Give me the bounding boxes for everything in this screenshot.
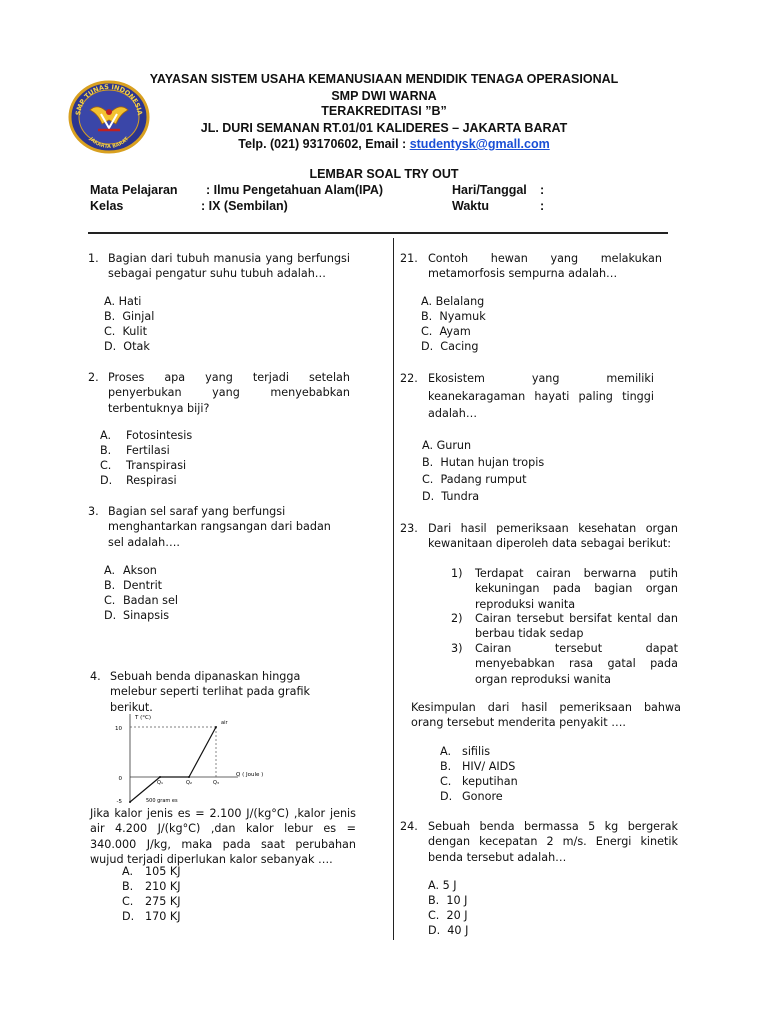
chart-x-label: Q ( Joule )	[236, 772, 264, 778]
sheet-title: LEMBAR SOAL TRY OUT	[309, 167, 459, 181]
question-stem: Sebuah benda bermassa 5 kg bergerak dengan kecepatan 2 m/s. Energi kinetik benda tersebut adalah…	[428, 820, 678, 864]
foundation-name: YAYASAN SISTEM USAHA KEMANUSIAAN MENDIDIK TENAGA OPERASIONAL	[149, 72, 619, 86]
q22-option-a[interactable]: A. Gurun	[422, 439, 472, 452]
question-4-continuation: Jika kalor jenis es = 2.100 J/(kg°C) ,kalor jenis air 4.200 J/(kg°C) ,dan kalor lebur es = 340.000 J/kg, maka pada saat perubahan wujud terjadi diperlukan kalor sebanyak ….	[90, 807, 356, 866]
q3-option-c[interactable]: C. Badan sel	[104, 594, 178, 607]
question-number: 4.	[90, 670, 101, 683]
chart-x-tick-q3: Q₃	[213, 780, 219, 786]
q4-option-b[interactable]: B. 210 KJ	[122, 880, 181, 893]
class-value: : IX (Sembilan)	[201, 199, 288, 213]
logo-top-text: SMP TUNAS INDONESIA	[74, 82, 144, 116]
q2-option-b[interactable]: B. Fertilasi	[100, 444, 170, 457]
q24-option-b[interactable]: B. 10 J	[428, 894, 468, 907]
school-address: JL. DURI SEMANAN RT.01/01 KALIDERES – JAKARTA BARAT	[200, 121, 568, 135]
chart-segment-3	[189, 727, 216, 777]
question-stem: Proses apa yang terjadi setelah penyerbukan yang menyebabkan terbentuknya biji?	[108, 371, 350, 415]
q23-conclusion: Kesimpulan dari hasil pemeriksaan bahwa orang tersebut menderita penyakit ….	[411, 701, 681, 730]
email-link[interactable]: studentysk@gmall.com	[409, 137, 550, 151]
q21-option-b[interactable]: B. Nyamuk	[421, 310, 486, 323]
school-name: SMP DWI WARNA	[331, 89, 437, 103]
q22-option-b[interactable]: B. Hutan hujan tropis	[422, 456, 545, 469]
question-stem: Ekosistem yang memiliki keanekaragaman hayati paling tinggi adalah…	[428, 372, 654, 420]
q4-temperature-chart	[110, 712, 264, 805]
day-label: Hari/Tanggal	[452, 183, 527, 197]
subject-value: : Ilmu Pengetahuan Alam(IPA)	[206, 183, 384, 197]
q4-option-d[interactable]: D. 170 KJ	[122, 910, 181, 923]
q2-option-a[interactable]: A. Fotosintesis	[100, 429, 193, 442]
chart-annotation-ice: 500 gram es	[146, 798, 178, 804]
class-label: Kelas	[90, 199, 124, 213]
q24-option-c[interactable]: C. 20 J	[428, 909, 468, 922]
question-number: 1.	[88, 252, 99, 265]
q21-option-c[interactable]: C. Ayam	[421, 325, 471, 338]
chart-y-tick-minus5: -5	[116, 799, 122, 805]
question-stem: Sebuah benda dipanaskan hingga melebur seperti terlihat pada grafik berikut.	[110, 670, 310, 714]
day-value: :	[540, 183, 545, 197]
time-value: :	[540, 199, 545, 213]
q4-option-a[interactable]: A. 105 KJ	[122, 865, 181, 878]
q3-option-b[interactable]: B. Dentrit	[104, 579, 163, 592]
q22-option-c[interactable]: C. Padang rumput	[422, 473, 527, 486]
q1-option-a[interactable]: A. Hati	[104, 295, 142, 308]
question-stem: Contoh hewan yang melakukan metamorfosis sempurna adalah…	[428, 252, 662, 281]
column-divider	[393, 238, 394, 940]
question-number: 24.	[400, 820, 418, 833]
chart-y-tick-0: 0	[118, 776, 122, 782]
contact-phone: Telp. (021) 93170602, Email :	[238, 137, 410, 151]
accreditation: TERAKREDITASI ”B”	[321, 104, 447, 118]
q23-option-c[interactable]: C. keputihan	[440, 775, 518, 788]
q1-option-d[interactable]: D. Otak	[104, 340, 150, 353]
question-stem: Bagian sel saraf yang berfungsi menghantarkan rangsangan dari badan sel adalah….	[108, 505, 331, 549]
question-number: 2.	[88, 371, 99, 384]
time-label: Waktu	[452, 199, 490, 213]
q23-option-d[interactable]: D. Gonore	[440, 790, 503, 803]
q3-option-a[interactable]: A. Akson	[104, 564, 157, 577]
logo-bottom-text: JAKARTA BARAT	[87, 136, 131, 150]
q1-option-c[interactable]: C. Kulit	[104, 325, 147, 338]
chart-point-4	[215, 726, 217, 728]
question-stem: Bagian dari tubuh manusia yang berfungsi sebagai pengatur suhu tubuh adalah…	[108, 252, 350, 281]
chart-point-1	[129, 801, 131, 803]
chart-y-label: T (°C)	[135, 715, 151, 721]
q2-option-c[interactable]: C. Transpirasi	[100, 459, 187, 472]
chart-x-tick-q1: Q₁	[157, 780, 163, 786]
q1-option-b[interactable]: B. Ginjal	[104, 310, 155, 323]
q21-option-a[interactable]: A. Belalang	[421, 295, 485, 308]
question-number: 23.	[400, 522, 418, 535]
q2-option-d[interactable]: D. Respirasi	[100, 474, 177, 487]
question-number: 21.	[400, 252, 418, 265]
question-number: 22.	[400, 372, 418, 385]
school-contact	[10, 137, 778, 151]
q23-option-b[interactable]: B. HIV/ AIDS	[440, 760, 516, 773]
q24-option-d[interactable]: D. 40 J	[428, 924, 469, 937]
question-stem: Dari hasil pemeriksaan kesehatan organ kewanitaan diperoleh data sebagai berikut:	[428, 522, 678, 551]
chart-point-3	[188, 776, 190, 778]
subject-label: Mata Pelajaran	[90, 183, 178, 197]
chart-point-2	[159, 776, 161, 778]
chart-annotation-air: air	[221, 720, 228, 726]
q22-option-d[interactable]: D. Tundra	[422, 490, 480, 503]
question-number: 3.	[88, 505, 99, 518]
chart-y-tick-10: 10	[115, 726, 122, 732]
q23-option-a[interactable]: A. sifilis	[440, 745, 491, 758]
chart-x-tick-q2: Q₂	[186, 780, 192, 786]
header-divider	[88, 232, 668, 234]
q21-option-d[interactable]: D. Cacing	[421, 340, 479, 353]
q24-option-a[interactable]: A. 5 J	[428, 879, 457, 892]
q3-option-d[interactable]: D. Sinapsis	[104, 609, 170, 622]
q4-option-c[interactable]: C. 275 KJ	[122, 895, 181, 908]
